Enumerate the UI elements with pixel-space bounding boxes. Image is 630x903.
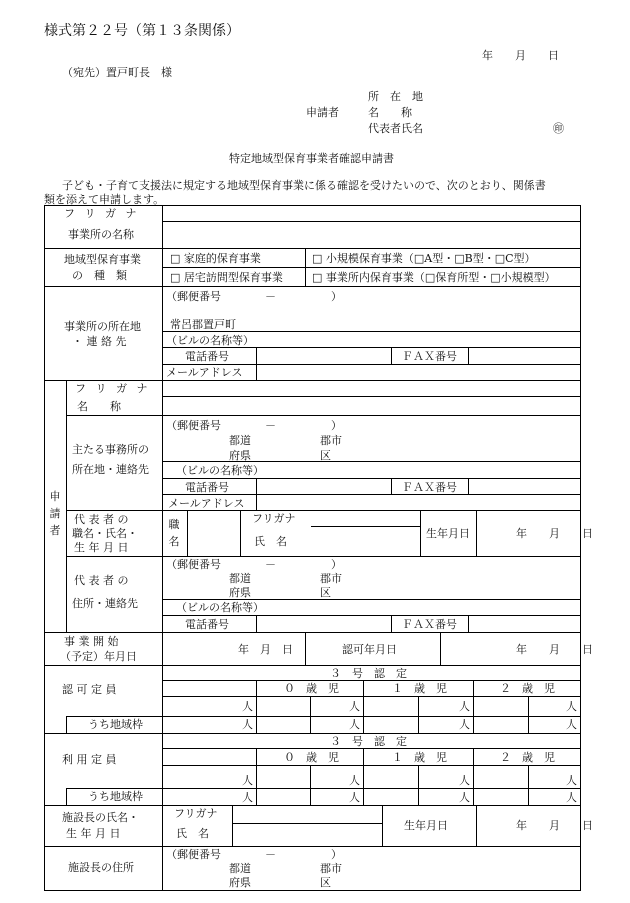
office-address-label-line2: ・ 連 絡 先 — [72, 335, 127, 348]
usage-quota-unit: 人 — [242, 791, 253, 804]
rep-label-line1: 代 表 者 の — [74, 513, 129, 526]
rep-postal-label: （郵便番号 － ） — [166, 558, 342, 571]
main-office-label-line1: 主たる事務所の — [72, 443, 149, 456]
main-office-todo: 都道 — [229, 434, 251, 447]
capacity-quota-unit: 人 — [349, 718, 360, 731]
applicant-name-label: 名 称 — [368, 106, 412, 119]
rep-address-label-line1: 代 表 者 の — [74, 574, 129, 587]
office-fax-label: ＦＡＸ番号 — [402, 350, 457, 363]
start-label-line2: （予定）年月日 — [60, 650, 137, 663]
document-title: 特定地域型保育事業者確認申請書 — [229, 152, 394, 165]
start-label-line1: 事 業 開 始 — [64, 635, 119, 648]
office-name-label: 事業所の名称 — [68, 228, 134, 241]
usage-quota-unit: 人 — [349, 791, 360, 804]
form-number: 様式第２２号（第１３条関係） — [44, 23, 240, 39]
option-workplace-childcare[interactable]: □ 事業所内保育事業（□保育所型・□小規模型） — [312, 271, 556, 284]
director-ku: 区 — [320, 876, 331, 889]
rep-tel-label: 電話番号 — [185, 618, 229, 631]
office-building-label: （ビルの名称等） — [166, 334, 254, 347]
director-todo: 都道 — [229, 862, 251, 875]
type-label-line2: の 種 類 — [72, 269, 127, 282]
submission-date: 年 月 日 — [482, 49, 559, 62]
office-postal-label: （郵便番号 － ） — [166, 290, 342, 303]
rep-fax-label: ＦＡＸ番号 — [402, 618, 457, 631]
director-postal-label: （郵便番号 － ） — [166, 848, 342, 861]
rep-birth-date: 年 月 日 — [516, 527, 593, 540]
rep-todo: 都道 — [229, 572, 251, 585]
option-small-childcare[interactable]: □ 小規模保育事業（□A型・□B型・□C型） — [312, 252, 536, 265]
capacity-local-quota-label: うち地域枠 — [88, 718, 143, 731]
applicant-vertical-label: 申請者 — [49, 490, 61, 537]
applicant-address-label: 所 在 地 — [368, 90, 423, 103]
director-fuken: 府県 — [229, 876, 251, 889]
usage-age0: ０ 歳 児 — [284, 751, 339, 764]
applicant-label: 申請者 — [306, 106, 339, 119]
applicant-name-row-label: 名 称 — [77, 400, 121, 413]
director-label-line1: 施設長の氏名・ — [62, 811, 139, 824]
director-label-line2: 生 年 月 日 — [66, 827, 121, 840]
main-office-label-line2: 所在地・連絡先 — [72, 463, 149, 476]
director-address-label: 施設長の住所 — [68, 861, 134, 874]
rep-gunshi: 郡市 — [320, 572, 342, 585]
type-label-line1: 地域型保育事業 — [64, 253, 141, 266]
furigana-label: フ リ ガ ナ — [64, 207, 140, 220]
main-office-building-label: （ビルの名称等） — [176, 464, 264, 477]
rep-fuken: 府県 — [229, 586, 251, 599]
capacity-age0: ０ 歳 児 — [284, 682, 339, 695]
approval-date: 年 月 日 — [516, 643, 593, 656]
applicant-furigana-label: フ リ ガ ナ — [75, 382, 151, 395]
usage-quota-unit: 人 — [566, 791, 577, 804]
office-address-label-line1: 事業所の所在地 — [64, 320, 141, 333]
rep-ku: 区 — [320, 586, 331, 599]
approval-date-label: 認可年月日 — [342, 643, 397, 656]
usage-local-quota-label: うち地域枠 — [88, 790, 143, 803]
main-office-mail-label: メールアドレス — [168, 497, 245, 510]
director-birth-label: 生年月日 — [404, 819, 448, 832]
usage-quota-unit: 人 — [459, 791, 470, 804]
capacity-unit: 人 — [349, 700, 360, 713]
intro-text-line1: 子ども・子育て支援法に規定する地域型保育事業に係る確認を受けたいので、次のとおり、関係書 — [62, 179, 546, 192]
capacity-unit: 人 — [566, 700, 577, 713]
capacity-age1: １ 歳 児 — [392, 682, 447, 695]
usage-unit: 人 — [459, 774, 470, 787]
usage-cert-header: ３ 号 認 定 — [330, 735, 407, 748]
addressee: （宛先）置戸町長 様 — [62, 66, 172, 79]
usage-unit: 人 — [349, 774, 360, 787]
capacity-cert-header: ３ 号 認 定 — [330, 667, 407, 680]
rep-post-label: 職名 — [168, 518, 180, 548]
usage-unit: 人 — [242, 774, 253, 787]
main-office-tel-label: 電話番号 — [185, 481, 229, 494]
rep-furigana-label: フリガナ — [252, 512, 296, 525]
representative-name-label: 代表者氏名 — [368, 122, 423, 135]
intro-text-line2: 類を添えて申請します。 — [44, 193, 165, 206]
rep-label-line3: 生 年 月 日 — [74, 541, 129, 554]
director-birth-date: 年 月 日 — [516, 819, 593, 832]
director-gunshi: 郡市 — [320, 862, 342, 875]
option-family-childcare[interactable]: □ 家庭的保育事業 — [170, 252, 261, 265]
rep-address-label-line2: 住所・連絡先 — [72, 597, 138, 610]
capacity-quota-unit: 人 — [242, 718, 253, 731]
capacity-quota-unit: 人 — [566, 718, 577, 731]
capacity-unit: 人 — [242, 700, 253, 713]
office-town: 常呂郡置戸町 — [170, 318, 236, 331]
rep-birth-label: 生年月日 — [426, 527, 470, 540]
office-mail-label: メールアドレス — [166, 366, 243, 379]
main-office-fax-label: ＦＡＸ番号 — [402, 481, 457, 494]
capacity-label: 認 可 定 員 — [62, 683, 117, 696]
office-tel-label: 電話番号 — [185, 350, 229, 363]
capacity-quota-unit: 人 — [459, 718, 470, 731]
start-date: 年 月 日 — [238, 643, 293, 656]
main-office-gunshi: 郡市 — [320, 434, 342, 447]
main-office-fuken: 府県 — [229, 449, 251, 462]
usage-age2: ２ 歳 児 — [500, 751, 555, 764]
director-shimei-label: 氏 名 — [176, 827, 209, 840]
usage-unit: 人 — [566, 774, 577, 787]
seal-mark: ㊞ — [553, 122, 564, 135]
main-office-postal-label: （郵便番号 － ） — [166, 419, 342, 432]
capacity-unit: 人 — [459, 700, 470, 713]
option-home-visit-childcare[interactable]: □ 居宅訪問型保育事業 — [170, 271, 283, 284]
director-furigana-label: フリガナ — [174, 807, 218, 820]
rep-label-line2: 職名・氏名・ — [72, 527, 138, 540]
rep-shimei-label: 氏 名 — [254, 535, 287, 548]
rep-building-label: （ビルの名称等） — [176, 601, 264, 614]
capacity-age2: ２ 歳 児 — [500, 682, 555, 695]
usage-label: 利 用 定 員 — [62, 753, 117, 766]
usage-age1: １ 歳 児 — [392, 751, 447, 764]
main-office-ku: 区 — [320, 449, 331, 462]
